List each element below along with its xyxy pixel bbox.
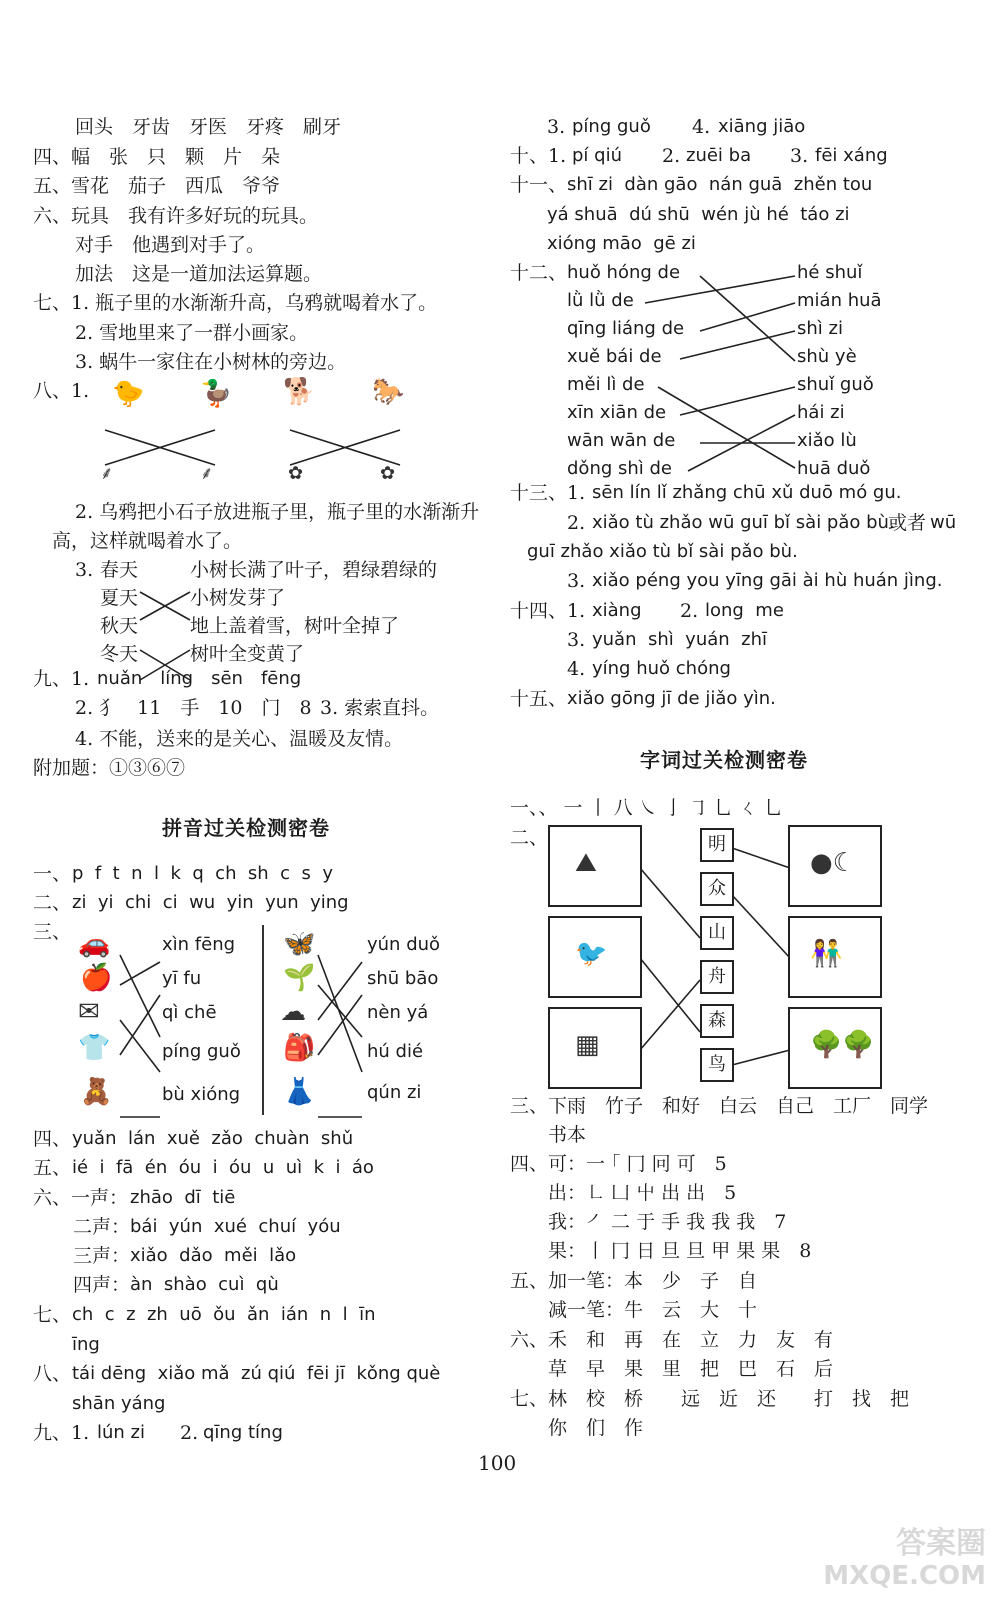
watermark-text: 答案圈: [896, 1526, 986, 1561]
item-number: 一、: [33, 863, 72, 885]
item-number: 六、一声：: [33, 1187, 129, 1209]
answer-line: 草 早 果 里 把 巴 石 后: [548, 1358, 834, 1380]
pinyin-answer: zuēi ba: [686, 145, 752, 166]
forest-icon: 🌳🌳: [810, 1030, 875, 1060]
item-number: 二、: [510, 827, 549, 849]
section-title: 字词过关检测密卷: [640, 748, 808, 772]
phrase-left: měi lì de: [567, 374, 645, 395]
answer-line: 2. 雪地里来了一群小画家。: [75, 322, 309, 344]
skirt-icon: 👗: [283, 1077, 316, 1107]
divider: [262, 925, 264, 1115]
answer-line: 四、幅 张 只 颗 片 朵: [33, 146, 281, 168]
answer-line: 六、禾 和 再 在 立 力 友 有: [510, 1329, 834, 1351]
pinyin-answer: long me: [705, 600, 784, 621]
item-number: 3.: [75, 559, 94, 581]
stroke-answer: 一、、 一 丨 八 ㇏ 亅 ㇆ 乚 ㄑ 乚: [510, 797, 783, 819]
pinyin-answer: yá shuā dú shū wén jù hé táo zi: [547, 204, 850, 225]
track-icon: ✿: [380, 463, 396, 484]
answer-line: 五、加一笔：本 少 子 自: [510, 1270, 758, 1292]
char-box: 舟: [700, 960, 734, 994]
pinyin-answer: nuǎn líng sēn fēng: [97, 668, 302, 689]
pinyin-answer: wū: [930, 512, 957, 533]
pinyin-answer: tái dēng xiǎo mǎ zú qiú fēi jī kǒng què: [72, 1363, 441, 1384]
phrase-left: qīng liáng de: [567, 318, 685, 339]
phrase-right: shuǐ guǒ: [797, 374, 874, 395]
season-label: 夏天: [100, 587, 139, 609]
char-box: 鸟: [700, 1048, 734, 1082]
schoolbag-icon: 🎒: [283, 1033, 316, 1063]
pinyin-answer: guī zhǎo xiǎo tù bǐ sài pǎo bù.: [527, 541, 798, 562]
item-number: 四、: [33, 1128, 72, 1150]
answer-line: 加法 这是一道加法运算题。: [75, 263, 323, 285]
watermark-url: MXQE.COM: [823, 1561, 986, 1591]
horse-icon: 🐎: [372, 377, 405, 407]
item-number: 三、: [33, 921, 72, 943]
pinyin-answer: píng guǒ: [572, 116, 651, 137]
picture-frame: [788, 1007, 882, 1089]
picture-frame: [548, 825, 642, 907]
pinyin-answer: zhāo dī tiē: [130, 1187, 236, 1208]
pinyin-answer: fēi xáng: [815, 145, 888, 166]
item-number: 九、1.: [33, 1422, 90, 1444]
item-number: 3.: [790, 145, 809, 167]
answer-line: 三、下雨 竹子 和好 白云 自己 工厂 同学: [510, 1095, 929, 1117]
bear-icon: 🧸: [80, 1077, 113, 1107]
pinyin-label: qì chē: [162, 1002, 217, 1023]
stroke-order: 出：㇗ 凵 屮 出 出 5: [548, 1182, 737, 1204]
pinyin-label: xìn fēng: [162, 934, 236, 955]
item-number: 十、1.: [510, 145, 567, 167]
char-box: 明: [700, 828, 734, 862]
pinyin-answer: xiǎo dǎo měi lǎo: [130, 1245, 297, 1266]
duck-icon: 🦆: [200, 379, 233, 409]
phrase-right: hái zi: [797, 402, 845, 423]
pinyin-answer: qīng tíng: [203, 1422, 283, 1443]
season-label: 秋天: [100, 615, 139, 637]
pinyin-answer: pí qiú: [572, 145, 622, 166]
answer-line: 对手 他遇到对手了。: [75, 234, 266, 256]
item-number: 三声：: [73, 1245, 131, 1267]
pinyin-answer: īng: [72, 1334, 100, 1355]
season-label: 春天: [100, 559, 139, 581]
track-icon: ⸙: [200, 463, 214, 484]
item-number: 2.: [680, 600, 699, 622]
shirt-icon: 👕: [78, 1033, 111, 1063]
item-number: 八、: [33, 1363, 72, 1385]
season-description: 小树长满了叶子，碧绿碧绿的: [190, 559, 438, 581]
butterfly-icon: 🦋: [283, 929, 316, 959]
char-box: 森: [700, 1004, 734, 1038]
pinyin-answer: xiàng: [592, 600, 642, 621]
item-number: 十三、1.: [510, 482, 586, 504]
pinyin-label: píng guǒ: [162, 1041, 241, 1062]
sun-moon-icon: ●☾: [810, 848, 856, 878]
answer-line: 六、玩具 我有许多好玩的玩具。: [33, 205, 319, 227]
envelope-icon: ✉: [78, 997, 100, 1027]
item-number: 十四、1.: [510, 600, 586, 622]
item-number: 七、: [33, 1304, 72, 1326]
item-number: 二声：: [73, 1216, 131, 1238]
season-description: 地上盖着雪，树叶全掉了: [190, 615, 400, 637]
answer-line: 2. 犭 11 手 10 门 8: [75, 697, 312, 719]
answer-line: 七、林 校 桥 远 近 还 打 找 把: [510, 1388, 910, 1410]
pinyin-answer: yuǎn shì yuán zhī: [592, 629, 767, 650]
cloud-icon: ☁: [280, 997, 306, 1027]
phrase-right: xiǎo lù: [797, 430, 857, 451]
watermark-logo: [823, 1528, 986, 1592]
pinyin-answer: ch c z zh uō ǒu ǎn ián n l īn: [72, 1304, 376, 1325]
answer-line: 或者: [888, 512, 927, 534]
answer-line: 五、雪花 茄子 西瓜 爷爷: [33, 175, 281, 197]
stroke-order: 果：丨 冂 日 旦 旦 甲 果 果 8: [548, 1240, 812, 1262]
season-description: 树叶全变黄了: [190, 643, 305, 665]
answer-line: 减一笔：牛 云 大 十: [548, 1299, 758, 1321]
phrase-left: lǜ lǜ de: [567, 290, 634, 311]
dog-icon: 🐕: [283, 377, 316, 407]
phrase-right: huā duǒ: [797, 458, 871, 479]
bonus-answer: 附加题：①③⑥⑦: [33, 757, 186, 779]
answer-line: 高，这样就喝着水了。: [52, 530, 243, 552]
answer-line: 2. 乌鸦把小石子放进瓶子里，瓶子里的水渐渐升: [75, 501, 480, 523]
item-number: 3.: [567, 629, 586, 651]
answer-line: 八、1.: [33, 380, 90, 402]
people-icon: 👫: [810, 939, 843, 969]
car-icon: 🚗: [78, 929, 111, 959]
char-box: 众: [700, 872, 734, 906]
pinyin-answer: xiǎo tù zhǎo wū guī bǐ sài pǎo bù.: [592, 512, 895, 533]
sprout-icon: 🌱: [283, 963, 316, 993]
answer-line: 书本: [548, 1124, 587, 1146]
item-number: 3.: [547, 116, 566, 138]
phrase-left: xuě bái de: [567, 346, 662, 367]
phrase-right: mián huā: [797, 290, 882, 311]
track-icon: ✿: [288, 463, 304, 484]
phrase-left: xīn xiān de: [567, 402, 667, 423]
pinyin-answer: sēn lín lǐ zhǎng chū xǔ duō mó gu.: [592, 482, 902, 503]
phrase-right: shì zi: [797, 318, 843, 339]
pinyin-answer: p f t n l k q ch sh c s y: [72, 863, 333, 884]
item-number: 3.: [567, 570, 586, 592]
net-icon: ▦: [575, 1030, 600, 1060]
char-box: 山: [700, 916, 734, 950]
item-number: 4.: [567, 658, 586, 680]
picture-frame: [788, 916, 882, 998]
pinyin-answer: xiǎo péng you yīng gāi ài hù huán jìng.: [592, 570, 943, 591]
phrase-right: hé shuǐ: [797, 262, 863, 283]
pinyin-answer: yíng huǒ chóng: [592, 658, 731, 679]
item-number: 四声：: [73, 1274, 131, 1296]
phrase-right: shù yè: [797, 346, 857, 367]
apple-icon: 🍎: [80, 963, 113, 993]
item-number: 五、: [33, 1157, 72, 1179]
item-number: 二、: [33, 892, 72, 914]
phrase-left: wān wān de: [567, 430, 676, 451]
stroke-order: 四、可：一 ｢ 冂 冋 可 5: [510, 1153, 727, 1175]
item-number: 九、1.: [33, 668, 90, 690]
picture-frame: [548, 1007, 642, 1089]
pinyin-label: nèn yá: [367, 1002, 429, 1023]
item-number: 十二、: [510, 262, 568, 284]
answer-line: 3. 索索直抖。: [320, 697, 440, 719]
pinyin-answer: zi yi chi ci wu yin yun ying: [72, 892, 349, 913]
bird-icon: 🐦: [575, 939, 608, 969]
item-number: 十一、: [510, 174, 568, 196]
answer-line: 你 们 作: [548, 1417, 644, 1439]
season-label: 冬天: [100, 643, 139, 665]
answer-line: 4. 不能，送来的是关心、温暖及友情。: [75, 728, 404, 750]
pinyin-answer: ié i fā én óu i óu u uì k i áo: [72, 1157, 374, 1178]
chick-icon: 🐤: [112, 379, 145, 409]
season-description: 小树发芽了: [190, 587, 286, 609]
picture-frame: [548, 916, 642, 998]
item-number: 4.: [692, 116, 711, 138]
pinyin-answer: xióng māo gē zi: [547, 233, 696, 254]
item-number: 2.: [567, 512, 586, 534]
pinyin-answer: lún zi: [97, 1422, 145, 1443]
pinyin-label: yī fu: [162, 968, 202, 989]
item-number: 2.: [180, 1422, 199, 1444]
mountain-icon: ⛰: [575, 848, 597, 878]
pinyin-answer: bái yún xué chuí yóu: [130, 1216, 341, 1237]
pinyin-answer: yuǎn lán xuě zǎo chuàn shǔ: [72, 1128, 354, 1149]
answer-line: 3. 蜗牛一家住在小树林的旁边。: [75, 351, 347, 373]
pinyin-answer: shī zi dàn gāo nán guā zhěn tou: [567, 174, 873, 195]
phrase-left: dǒng shì de: [567, 458, 673, 479]
pinyin-answer: àn shào cuì qù: [130, 1274, 279, 1295]
pinyin-label: bù xióng: [162, 1084, 241, 1105]
stroke-order: 我：㇒ 二 于 手 我 我 我 7: [548, 1211, 787, 1233]
phrase-left: huǒ hóng de: [567, 262, 681, 283]
page-number: 100: [478, 1451, 517, 1475]
answer-line: 回头 牙齿 牙医 牙疼 刷牙: [75, 116, 342, 138]
section-title: 拼音过关检测密卷: [162, 816, 330, 840]
pinyin-answer: xiǎo gōng jī de jiǎo yìn.: [567, 688, 776, 709]
picture-frame: [788, 825, 882, 907]
pinyin-label: shū bāo: [367, 968, 439, 989]
pinyin-label: hú dié: [367, 1041, 424, 1062]
pinyin-label: yún duǒ: [367, 934, 441, 955]
pinyin-label: qún zi: [367, 1082, 422, 1103]
answer-line: 七、1. 瓶子里的水渐渐升高，乌鸦就喝着水了。: [33, 292, 438, 314]
pinyin-answer: shān yáng: [72, 1393, 166, 1414]
item-number: 2.: [662, 145, 681, 167]
pinyin-answer: xiāng jiāo: [718, 116, 806, 137]
track-icon: ⸙: [100, 463, 114, 484]
item-number: 十五、: [510, 688, 568, 710]
